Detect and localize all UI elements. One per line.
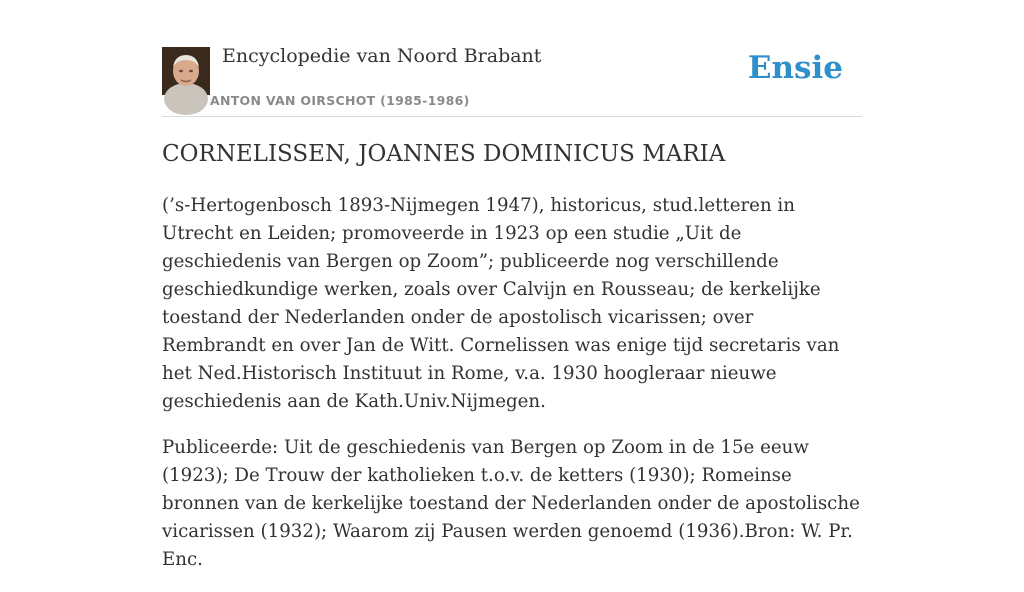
entry-paragraph-publications: Publiceerde: Uit de geschiedenis van Bergen op Zoom in de 15e eeuw (1923); De Trouw der katholieken t.o.v. de ketters (1930); Romeinse bronnen van de kerkelijke toestand der Nederlanden onder de apostolische vicarissen (1932); Waarom zij Pausen werden genoemd (1936).Bron: W. Pr. Enc. — [162, 437, 860, 570]
author-avatar[interactable] — [162, 47, 210, 95]
entry-title: CORNELISSEN, JOANNES DOMINICUS MARIA — [162, 141, 726, 167]
source-author[interactable]: ANTON VAN OIRSCHOT (1985-1986) — [210, 93, 470, 108]
source-header — [162, 0, 862, 117]
entry-paragraph-biography: (’s-Hertogenbosch 1893-Nijmegen 1947), historicus, stud.letteren in Utrecht en Leiden; promoveerde in 1923 op een studie „Uit de geschiedenis van Bergen op Zoom”; publiceerde nog verschillende geschiedkundige werken, zoals over Calvijn en Rousseau; de kerkelijke toestand der Nederlanden onder de apostolisch vicarissen; over Rembrandt en over Jan de Witt. Cornelissen was enige tijd secretaris van het Ned.Historisch Instituut in Rome, v.a. 1930 hoogleraar nieuwe geschiedenis aan de Kath.Univ.Nijmegen. — [162, 195, 840, 412]
entry-body — [162, 192, 862, 592]
source-title[interactable]: Encyclopedie van Noord Brabant — [222, 45, 542, 67]
author-portrait-icon — [162, 47, 210, 95]
ensie-logo[interactable]: Ensie — [747, 50, 843, 86]
